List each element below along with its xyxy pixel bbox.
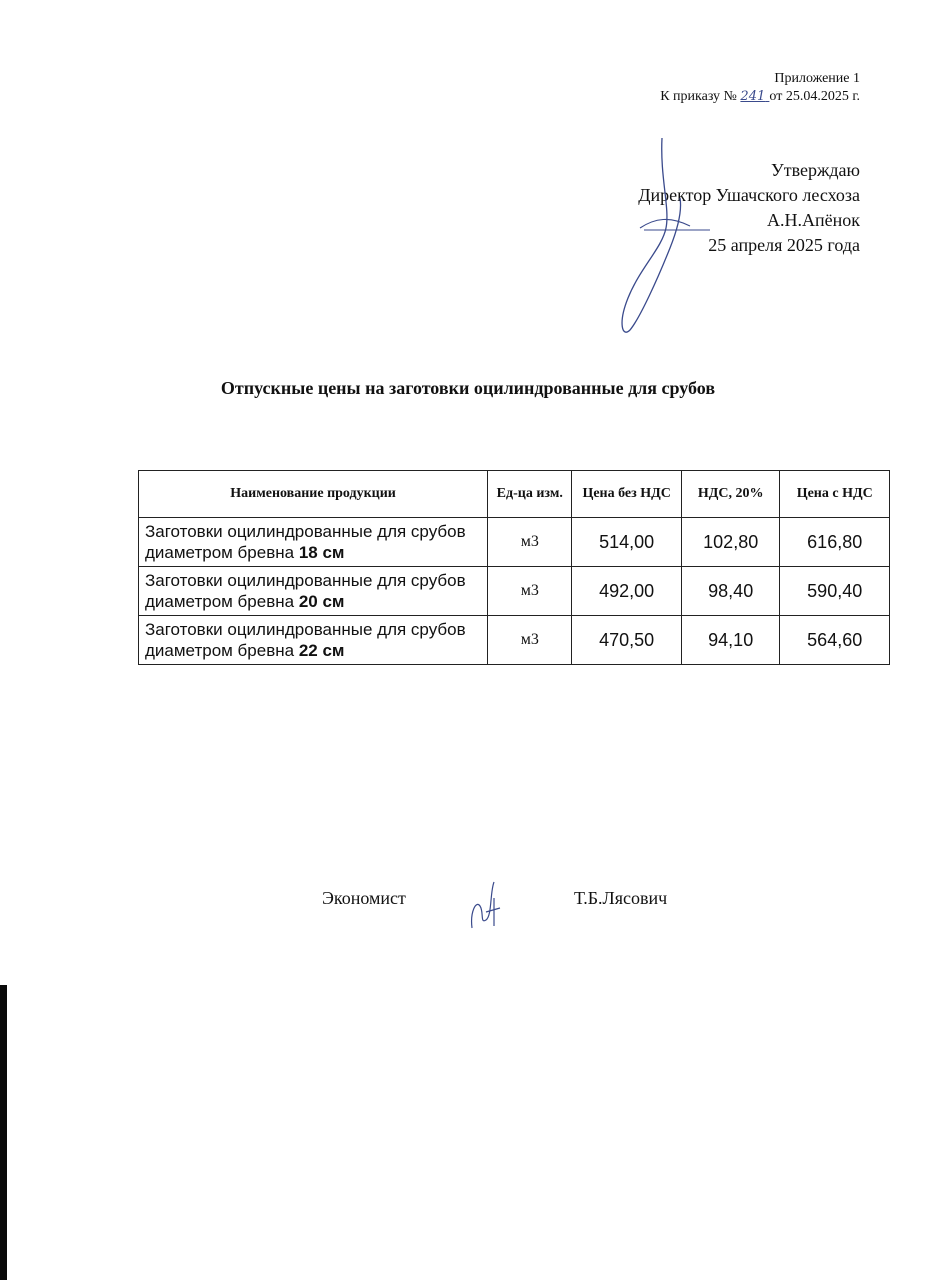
product-diameter: 20 см	[298, 592, 345, 611]
director-signature	[600, 118, 720, 348]
table-row	[139, 616, 890, 665]
economist-position: Экономист	[322, 888, 406, 908]
order-reference	[660, 88, 860, 106]
price-cell: 514,00	[572, 518, 682, 567]
total-cell: 616,80	[780, 518, 890, 567]
header-price-without-vat: Цена без НДС	[572, 471, 682, 518]
order-date: от 25.04.2025 г.	[769, 89, 860, 104]
approval-date: 25 апреля 2025 года	[708, 235, 860, 255]
vat-cell: 102,80	[681, 518, 779, 567]
order-number: 241	[740, 89, 766, 104]
order-number-handwritten	[740, 89, 769, 104]
vat-cell: 94,10	[681, 616, 779, 665]
unit-cell: м3	[488, 518, 572, 567]
product-name-prefix: Заготовки оцилиндрованные для срубов диаметром бревна	[145, 522, 466, 562]
economist-name: Т.Б.Лясович	[574, 888, 668, 908]
total-cell: 590,40	[780, 567, 890, 616]
header-product-name: Наименование продукции	[139, 471, 488, 518]
approver-position: Директор Ушачского лесхоза	[638, 185, 860, 205]
economist-signature	[466, 872, 506, 934]
document-title: Отпускные цены на заготовки оцилиндрованные для срубов	[220, 378, 716, 398]
appendix-header	[660, 70, 860, 106]
total-cell: 564,60	[780, 616, 890, 665]
table-row	[139, 518, 890, 567]
unit-cell: м3	[488, 567, 572, 616]
price-cell: 470,50	[572, 616, 682, 665]
product-name	[139, 616, 488, 665]
product-diameter: 22 см	[298, 641, 345, 660]
scan-edge-shadow	[0, 985, 7, 1280]
approve-word: Утверждаю	[770, 160, 860, 180]
header-unit: Ед-ца изм.	[488, 471, 572, 518]
product-name-prefix: Заготовки оцилиндрованные для срубов диаметром бревна	[145, 571, 466, 611]
order-ref-text: К приказу №	[660, 89, 737, 104]
product-diameter: 18 см	[298, 543, 345, 562]
price-cell: 492,00	[572, 567, 682, 616]
header-vat: НДС, 20%	[681, 471, 779, 518]
appendix-label: Приложение 1	[774, 71, 860, 86]
vat-cell: 98,40	[681, 567, 779, 616]
unit-cell: м3	[488, 616, 572, 665]
approver-name: А.Н.Апёнок	[767, 210, 860, 230]
product-name	[139, 518, 488, 567]
table-row	[139, 567, 890, 616]
price-table	[138, 470, 890, 665]
table-header-row	[139, 471, 890, 518]
product-name-prefix: Заготовки оцилиндрованные для срубов диаметром бревна	[145, 620, 466, 660]
header-price-with-vat: Цена с НДС	[780, 471, 890, 518]
product-name	[139, 567, 488, 616]
